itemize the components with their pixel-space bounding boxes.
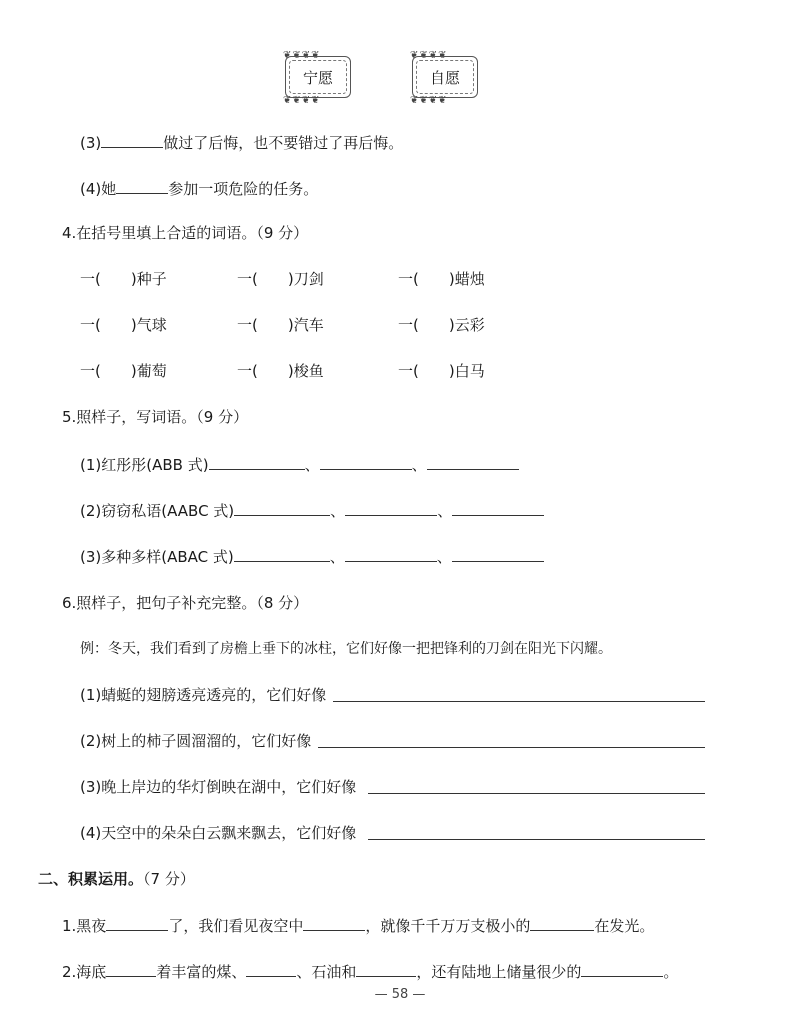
answer-blank[interactable] <box>530 914 594 931</box>
answer-blank[interactable] <box>581 960 663 977</box>
answer-blank[interactable] <box>246 960 296 977</box>
separator: 、 <box>330 502 346 520</box>
section-2-heading <box>38 868 195 889</box>
section-score: （7 分） <box>143 870 195 888</box>
separator: 、 <box>304 456 320 474</box>
text-part: 在发光。 <box>594 917 655 935</box>
q6-item-2: (2)树上的柿子圆溜溜的，它们好像 <box>80 732 312 750</box>
answer-blank[interactable] <box>234 499 330 516</box>
q3-item-3 <box>80 131 403 153</box>
text-part: 2.海底 <box>62 963 107 981</box>
separator: 、 <box>436 548 452 566</box>
separator: 、 <box>437 502 453 520</box>
q6-item-4: (4)天空中的朵朵白云飘来飘去，它们好像 <box>80 824 357 842</box>
leaf-decoration-icon: ❦❦❦❦ <box>410 50 448 61</box>
text-part: 1.黑夜 <box>62 917 107 935</box>
text-part: 了，我们看见夜空中 <box>168 917 304 935</box>
q6-item-3: (3)晚上岸边的华灯倒映在湖中，它们好像 <box>80 778 357 796</box>
q5-item-3 <box>80 545 544 567</box>
answer-blank[interactable] <box>345 545 437 562</box>
q4-cell[interactable]: 一( )刀剑 <box>237 270 324 288</box>
answer-line[interactable] <box>368 792 705 794</box>
page-number: — 58 — <box>374 987 426 1002</box>
answer-line[interactable] <box>368 838 705 840</box>
q4-title: 4.在括号里填上合适的词语。（9 分） <box>62 224 309 242</box>
separator: 、 <box>411 456 427 474</box>
section-title: 二、积累运用。 <box>38 870 144 888</box>
item-label: (4)她 <box>80 180 117 198</box>
answer-blank[interactable] <box>106 960 156 977</box>
text-part: ，就像千千万万支极小的 <box>365 917 531 935</box>
text-part: 着丰富的煤、 <box>156 963 247 981</box>
answer-blank[interactable] <box>209 453 305 470</box>
q4-cell[interactable]: 一( )汽车 <box>237 316 324 334</box>
q4-cell[interactable]: 一( )葡萄 <box>80 362 167 380</box>
text-part: 、石油和 <box>296 963 357 981</box>
q4-cell[interactable]: 一( )气球 <box>80 316 167 334</box>
q6-title: 6.照样子，把句子补充完整。（8 分） <box>62 594 309 612</box>
word-option-1: 宁愿 <box>302 68 333 87</box>
answer-blank[interactable] <box>320 453 412 470</box>
q4-cell[interactable]: 一( )白马 <box>398 362 485 380</box>
text-part: 。 <box>663 963 679 981</box>
answer-blank[interactable] <box>452 545 544 562</box>
q5-item-1 <box>80 453 519 475</box>
q6-example: 例：冬天，我们看到了房檐上垂下的冰柱，它们好像一把把锋利的刀剑在阳光下闪耀。 <box>80 641 612 657</box>
word-option-frame-2 <box>412 56 478 98</box>
answer-blank[interactable] <box>101 131 163 148</box>
answer-blank[interactable] <box>452 499 544 516</box>
item-label: (3) <box>80 134 102 152</box>
item-text: (3)多种多样(ABAC 式) <box>80 548 234 566</box>
q4-cell[interactable]: 一( )种子 <box>80 270 167 288</box>
q5-title: 5.照样子，写词语。（9 分） <box>62 408 249 426</box>
leaf-decoration-icon: ❦❦❦❦ <box>283 95 321 106</box>
answer-blank[interactable] <box>303 914 365 931</box>
q3-item-4 <box>80 177 318 199</box>
text-part: ，还有陆地上储量很少的 <box>416 963 582 981</box>
q4-cell[interactable]: 一( )云彩 <box>398 316 485 334</box>
separator: 、 <box>329 548 345 566</box>
leaf-decoration-icon: ❦❦❦❦ <box>410 95 448 106</box>
answer-blank[interactable] <box>106 914 168 931</box>
section2-q1 <box>62 914 654 936</box>
item-text: (1)红彤彤(ABB 式) <box>80 456 209 474</box>
item-text: (2)窃窃私语(AABC 式) <box>80 502 235 520</box>
q4-cell[interactable]: 一( )蜡烛 <box>398 270 485 288</box>
answer-blank[interactable] <box>116 177 168 194</box>
answer-blank[interactable] <box>345 499 437 516</box>
q4-cell[interactable]: 一( )梭鱼 <box>237 362 324 380</box>
answer-blank[interactable] <box>356 960 416 977</box>
leaf-decoration-icon: ❦❦❦❦ <box>283 50 321 61</box>
answer-line[interactable] <box>318 746 705 748</box>
q6-item-1: (1)蜻蜓的翅膀透亮透亮的，它们好像 <box>80 686 327 704</box>
word-option-2: 自愿 <box>429 68 460 87</box>
item-text: 做过了后悔，也不要错过了再后悔。 <box>163 134 404 152</box>
answer-blank[interactable] <box>427 453 519 470</box>
answer-blank[interactable] <box>234 545 330 562</box>
answer-line[interactable] <box>333 700 705 702</box>
q5-item-2 <box>80 499 544 521</box>
item-text: 参加一项危险的任务。 <box>168 180 319 198</box>
section2-q2 <box>62 960 678 982</box>
word-option-frame-1 <box>285 56 351 98</box>
